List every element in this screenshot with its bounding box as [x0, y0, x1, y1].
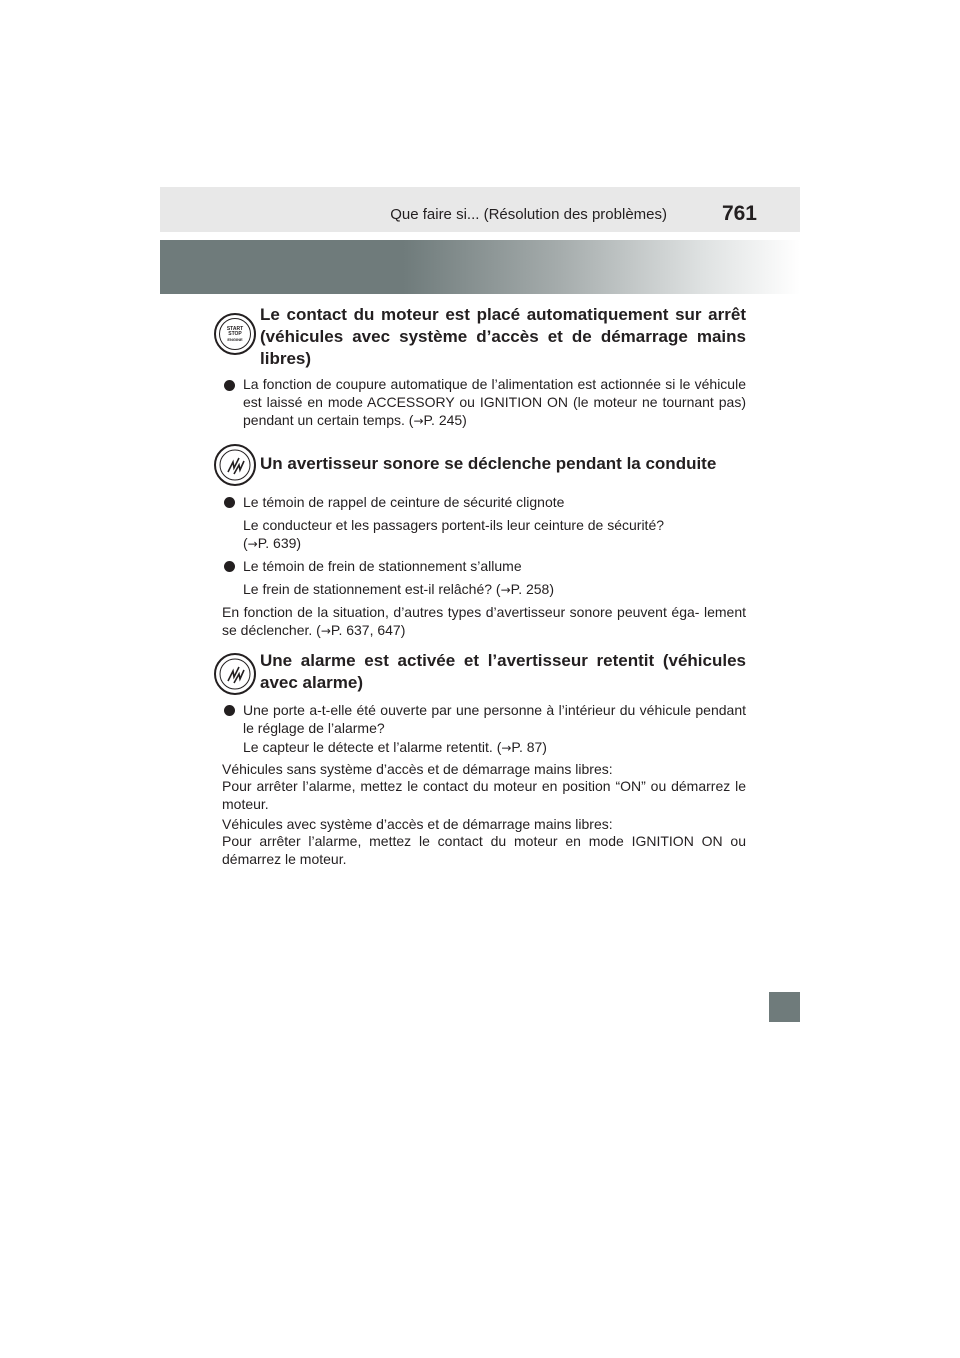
bullet-subtext [243, 738, 746, 757]
page-number: 761 [721, 202, 757, 225]
bullet-icon [224, 561, 235, 572]
paren-open: ( [243, 535, 248, 551]
lightning-warning-icon [214, 653, 256, 695]
bullet-text: Le témoin de rappel de ceinture de sécurité clignote [243, 494, 565, 510]
bullet-text: Une porte a-t-elle été ouverte par une personne à l’intérieur du véhicule pendant le réglage de l’alarme? [243, 702, 746, 736]
section-heading-buzzer: Un avertisseur sonore se déclenche pendant la conduite [260, 454, 717, 473]
lightning-warning-icon [214, 444, 256, 486]
section-note [222, 603, 746, 640]
lightning-warning-glyph [216, 446, 254, 484]
section-heading-auto-off: Le contact du moteur est placé automatiquement sur arrêt (véhicules avec système d’accès et de démarrage mains libres) [260, 305, 746, 368]
bullet-text-body: La fonction de coupure automatique de l’alimentation est actionnée si le véhicule est laissé en mode ACCESSORY ou IGNITION ON (le moteur ne tournant pas) pendant un certain temps. ( [243, 376, 746, 428]
header-section-title: Que faire si... (Résolution des problèmes) [390, 206, 667, 223]
section-note-body: En fonction de la situation, d’autres types d’avertisseur sonore peuvent éga- lement se déclencher. ( [222, 604, 746, 638]
reference-arrow-icon: → [320, 624, 331, 638]
icon-label-engine: ENGINE [227, 336, 243, 342]
icon-label-start: START [226, 325, 244, 332]
start-stop-engine-icon [214, 313, 256, 355]
note-title: Véhicules avec système d’accès et de démarrage mains libres: [222, 816, 613, 832]
page-reference: P. 245) [423, 412, 467, 428]
reference-arrow-icon: → [413, 414, 424, 428]
bullet-subtext-reference [243, 534, 746, 553]
reference-arrow-icon: → [500, 583, 511, 597]
bullet-subtext [243, 580, 746, 599]
bullet-text [243, 375, 746, 430]
bullet-subtext-body: Le capteur le détecte et l’alarme retentit. ( [243, 739, 502, 755]
icon-label-stop: STOP [228, 330, 242, 337]
section-heading-alarm: Une alarme est activée et l’avertisseur retentit (véhicules avec alarme) [260, 651, 746, 692]
reference-arrow-icon: → [247, 537, 258, 551]
bullet-subtext-body: Le frein de stationnement est-il relâché? ( [243, 581, 501, 597]
note-title: Véhicules sans système d’accès et de démarrage mains libres: [222, 761, 613, 777]
page-reference: P. 87) [511, 739, 547, 755]
reference-arrow-icon: → [501, 741, 512, 755]
bullet-text: Le témoin de frein de stationnement s’allume [243, 558, 522, 574]
bullet-icon [224, 380, 235, 391]
note-text: Pour arrêter l’alarme, mettez le contact du moteur en mode IGNITION ON ou démarrez le moteur. [222, 833, 746, 867]
bullet-icon [224, 705, 235, 716]
lightning-warning-glyph [216, 655, 254, 693]
page-reference: P. 258) [510, 581, 554, 597]
chapter-tab [769, 992, 800, 1022]
bullet-icon [224, 497, 235, 508]
page-reference: P. 639) [257, 535, 302, 551]
bullet-subtext: Le conducteur et les passagers portent-ils leur ceinture de sécurité? [243, 517, 665, 533]
chapter-banner [160, 240, 800, 294]
note-text: Pour arrêter l’alarme, mettez le contact du moteur en position “ON” ou démarrez le moteur. [222, 778, 746, 812]
page-reference: P. 637, 647) [330, 622, 406, 638]
